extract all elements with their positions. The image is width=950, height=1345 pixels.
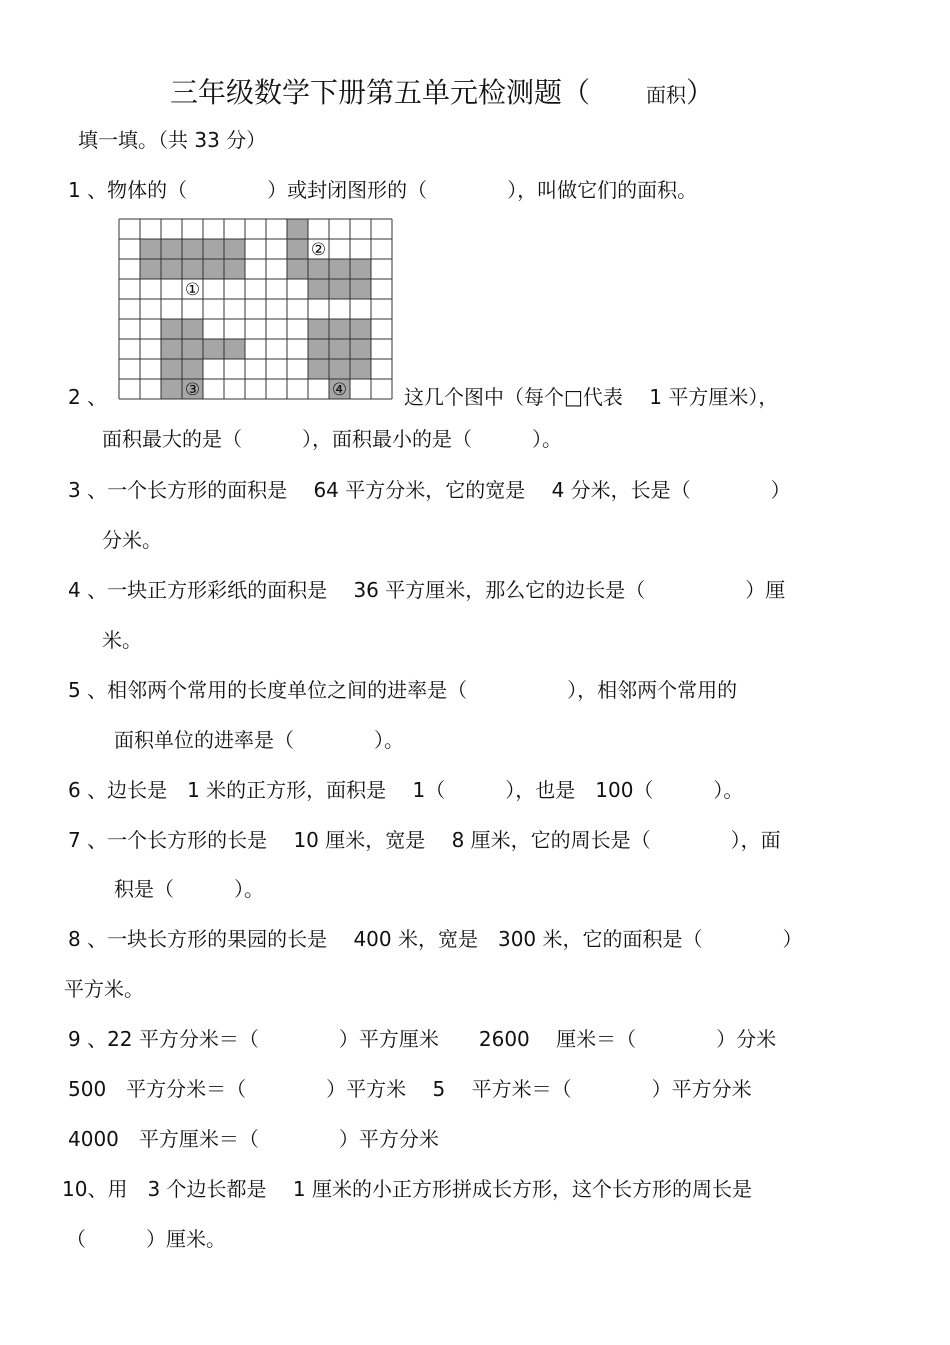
question-7-line-2: 积是（ ）。 — [114, 877, 264, 901]
shaded-cell — [140, 259, 161, 279]
shaded-cell — [308, 359, 329, 379]
figure-label: ④ — [331, 380, 348, 400]
shaded-cell — [329, 359, 350, 379]
shaded-cell — [182, 319, 203, 339]
page-title — [170, 76, 714, 112]
shaded-cell — [182, 339, 203, 359]
question-5-line-2: 面积单位的进率是（ ）。 — [114, 728, 404, 752]
shaded-cell — [224, 339, 245, 359]
shaded-cell — [287, 259, 308, 279]
question-6: 6 、边长是 1 米的正方形，面积是 1（ ），也是 100（ ）。 — [68, 778, 744, 802]
shaded-cell — [140, 239, 161, 259]
question-1: 1 、物体的（ ）或封闭图形的（ ），叫做它们的面积。 — [68, 178, 698, 202]
question-4-line-2: 米。 — [102, 628, 142, 652]
shaded-cell — [224, 259, 245, 279]
figure-label: ① — [184, 280, 201, 300]
shaded-cell — [329, 339, 350, 359]
figure-label: ③ — [184, 380, 201, 400]
question-10-line-2: （ ）厘米。 — [66, 1227, 226, 1251]
shaded-cell — [203, 339, 224, 359]
question-9-line-3: 4000 平方厘米＝（ ）平方分米 — [68, 1127, 439, 1151]
shaded-cell — [161, 379, 182, 399]
shaded-cell — [287, 239, 308, 259]
shaded-cell — [350, 259, 371, 279]
title-topic: 面积 — [646, 83, 687, 107]
shaded-cell — [329, 259, 350, 279]
question-9-line-2: 500 平方分米＝（ ）平方米 5 平方米＝（ ）平方分米 — [68, 1077, 752, 1101]
question-5-line-1: 5 、相邻两个常用的长度单位之间的进率是（ ），相邻两个常用的 — [68, 678, 738, 702]
shaded-cell — [350, 279, 371, 299]
shaded-cell — [203, 239, 224, 259]
question-7-line-1: 7 、一个长方形的长是 10 厘米，宽是 8 厘米，它的周长是（ ），面 — [68, 828, 781, 852]
shaded-cell — [224, 239, 245, 259]
question-8-line-1: 8 、一块长方形的果园的长是 400 米，宽是 300 米，它的面积是（ ） — [68, 927, 803, 951]
figure-label: ② — [310, 240, 327, 260]
shaded-cell — [161, 239, 182, 259]
title-main: 三年级数学下册第五单元检测题（ — [170, 76, 591, 109]
area-grid-figure — [118, 218, 396, 402]
shaded-cell — [308, 339, 329, 359]
question-4-line-1: 4 、一块正方形彩纸的面积是 36 平方厘米，那么它的边长是（ ）厘 — [68, 578, 786, 602]
shaded-cell — [182, 239, 203, 259]
shaded-cell — [350, 359, 371, 379]
shaded-cell — [329, 319, 350, 339]
question-2-line-2: 面积最大的是（ ），面积最小的是（ ）。 — [102, 427, 562, 451]
shaded-cell — [308, 279, 329, 299]
question-10-line-1: 10、用 3 个边长都是 1 厘米的小正方形拼成长方形，这个长方形的周长是 — [62, 1177, 752, 1201]
shaded-cell — [308, 319, 329, 339]
shaded-cell — [182, 359, 203, 379]
shaded-cell — [308, 259, 329, 279]
question-9-line-1: 9 、22 平方分米＝（ ）平方厘米 2600 厘米＝（ ）分米 — [68, 1027, 777, 1051]
shaded-cell — [182, 259, 203, 279]
question-2-number: 2 、 — [68, 385, 108, 409]
question-3-line-1: 3 、一个长方形的面积是 64 平方分米，它的宽是 4 分米，长是（ ） — [68, 478, 791, 502]
shaded-cell — [161, 319, 182, 339]
shaded-cell — [161, 339, 182, 359]
title-close: ） — [686, 76, 715, 109]
shaded-cell — [161, 259, 182, 279]
shaded-cell — [329, 279, 350, 299]
shaded-cell — [203, 259, 224, 279]
section-heading: 填一填。（共 33 分） — [78, 128, 267, 152]
shaded-cell — [350, 339, 371, 359]
question-8-line-2: 平方米。 — [64, 977, 144, 1001]
question-3-line-2: 分米。 — [102, 528, 162, 552]
shaded-cell — [350, 319, 371, 339]
shaded-cell — [287, 219, 308, 239]
shaded-cell — [161, 359, 182, 379]
question-2-line-1: 这几个图中（每个□代表 1 平方厘米）， — [404, 385, 779, 409]
